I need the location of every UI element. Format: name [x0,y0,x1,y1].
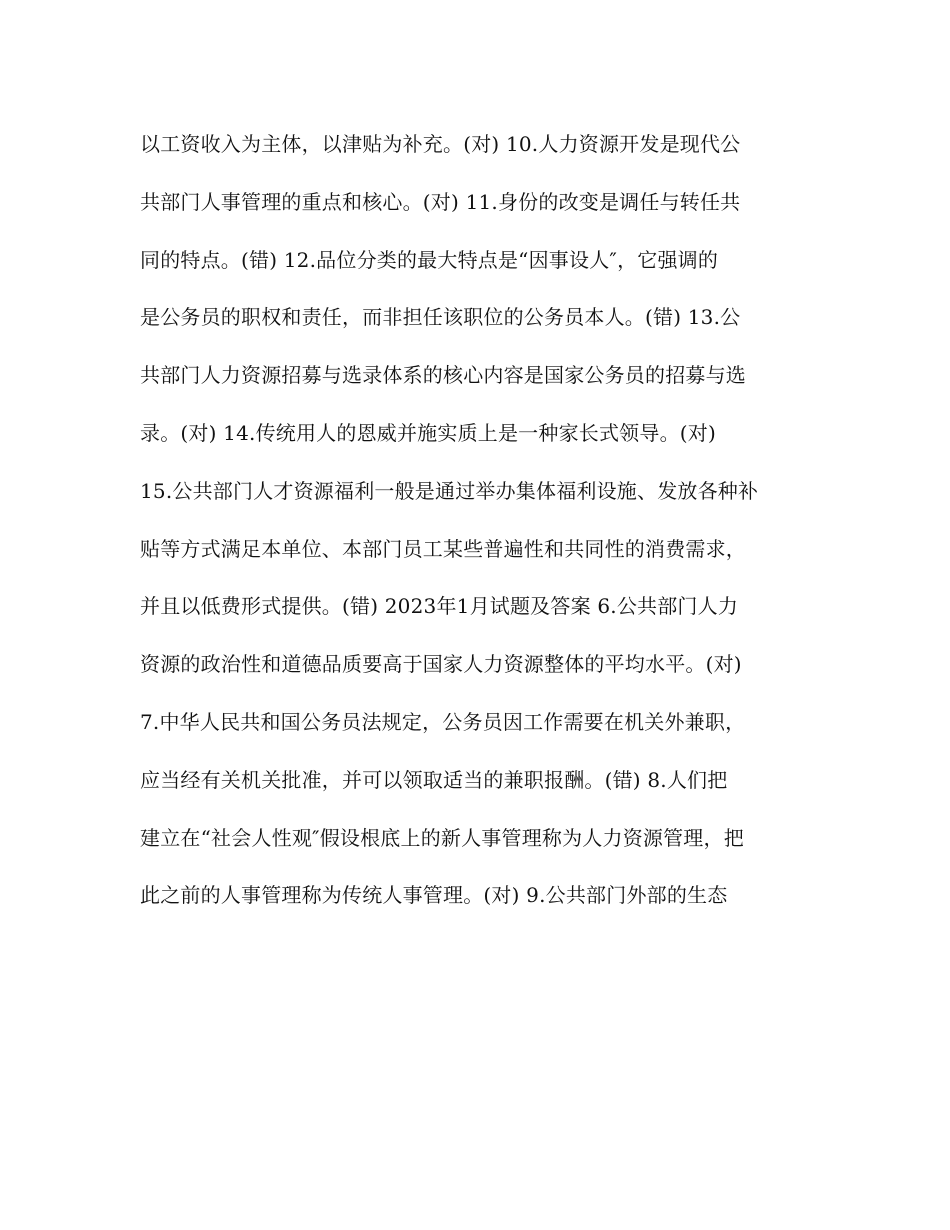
text-line: 15.公共部门人才资源福利一般是通过举办集体福利设施、发放各种补 [140,478,759,503]
text-line: 以工资收入为主体，以津贴为补充。(对) 10.人力资源开发是现代公 [140,132,741,156]
text-line: 是公务员的职权和责任，而非担任该职位的公务员本人。(错) 13.公 [140,305,741,330]
text-line: 7.中华人民共和国公务员法规定，公务员因工作需要在机关外兼职， [140,709,746,734]
text-line: 共部门人力资源招募与选录体系的核心内容是国家公务员的招募与选 [140,363,746,388]
text-line: 共部门人事管理的重点和核心。(对) 11.身份的改变是调任与转任共 [140,189,741,214]
text-line: 录。(对) 14.传统用人的恩威并施实质上是一种家长式领导。(对) [140,420,716,445]
text-line: 此之前的人事管理称为传统人事管理。(对) 9.公共部门外部的生态 [140,883,728,908]
text-line: 并且以低费形式提供。(错) 2023年1月试题及答案 6.公共部门人力 [140,594,739,619]
text-line: 资源的政治性和道德品质要高于国家人力资源整体的平均水平。(对) [140,652,742,677]
text-line: 建立在“社会人性观″假设根底上的新人事管理称为人力资源管理，把 [140,825,744,850]
text-line: 应当经有关机关批准，并可以领取适当的兼职报酬。(错) 8.人们把 [140,767,728,792]
text-line: 同的特点。(错) 12.品位分类的最大特点是“因事设人″，它强调的 [140,247,719,272]
body-text [140,118,820,927]
text-line: 贴等方式满足本单位、本部门员工某些普遍性和共同性的消费需求， [140,536,746,561]
